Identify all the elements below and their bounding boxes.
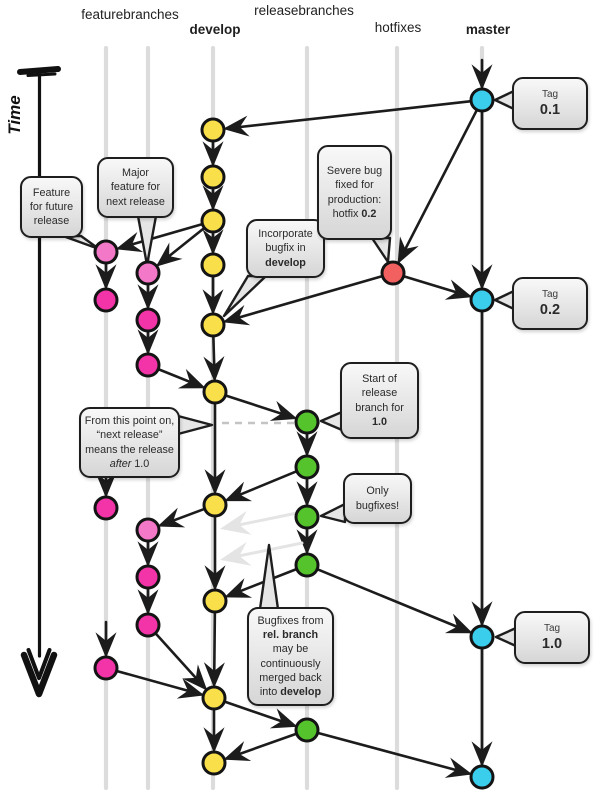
column-header-master — [423, 21, 553, 40]
callout-text: next release — [106, 195, 165, 208]
callout-text: Only — [366, 485, 389, 498]
callout-pointer-major-feature — [138, 216, 156, 265]
commit-node-H1 — [382, 262, 404, 284]
commit-node-F2f — [137, 614, 159, 636]
edge-302,512-to-224,528 — [224, 512, 302, 528]
callout-line — [540, 301, 560, 320]
callout-line — [96, 428, 162, 442]
commit-node-F1b — [95, 289, 117, 311]
callout-line — [362, 386, 397, 400]
callout-pointer-tag-1-0 — [496, 628, 516, 646]
callout-line — [544, 621, 560, 635]
callout-text: Feature — [32, 186, 71, 199]
edge-R4-to-M3 — [318, 570, 469, 632]
column-header-line: develop — [189, 22, 241, 37]
commit-node-F2e — [137, 566, 159, 588]
edge-D6-to-R1 — [226, 396, 294, 418]
callout-text: From this point on, — [84, 415, 175, 428]
edge-D3-to-F1a — [119, 224, 202, 248]
commit-node-F2d — [137, 519, 159, 541]
callout-text: 0.2 — [539, 302, 561, 319]
commit-node-R1 — [296, 411, 318, 433]
commit-node-M3 — [471, 626, 493, 648]
callout-line — [258, 227, 313, 241]
callout-line — [327, 164, 382, 178]
edge-R5-to-M4 — [319, 733, 469, 773]
callout-text: 0.2 — [361, 207, 377, 220]
callout-text: 0.1 — [539, 102, 561, 119]
edge-H1-to-M2 — [404, 276, 469, 296]
column-header-line: branches — [123, 7, 179, 22]
edge-F2c-to-D6 — [159, 369, 202, 386]
edge-M1-to-H1 — [399, 111, 476, 261]
commit-node-D7 — [204, 494, 226, 516]
callout-line — [34, 214, 69, 228]
callout-line — [30, 200, 73, 214]
commit-node-M1 — [471, 89, 493, 111]
commit-node-F1c — [95, 497, 117, 519]
edge-R5-to-D10 — [227, 734, 296, 758]
callout-text: develop — [280, 685, 322, 698]
edge-D5-to-D6 — [213, 337, 214, 379]
column-header-develop — [150, 21, 280, 40]
callout-line — [355, 401, 404, 415]
commit-node-D6 — [204, 381, 226, 403]
callout-text: merged back — [259, 671, 322, 684]
callout-line — [265, 241, 305, 255]
callout-text: release — [361, 387, 398, 400]
commit-node-F1a — [95, 241, 117, 263]
callout-line — [110, 457, 150, 471]
callout-text: Start of — [362, 373, 397, 386]
callout-text: Bugfixes from — [257, 615, 324, 628]
callout-line — [111, 180, 160, 194]
callout-line — [372, 415, 387, 429]
callout-line — [263, 628, 318, 642]
callout-text: into — [259, 685, 281, 698]
edge-M1-to-D1 — [226, 101, 470, 128]
callout-line — [260, 657, 320, 671]
commit-node-R3 — [296, 506, 318, 528]
callout-text: 1.0 — [131, 457, 150, 470]
callout-text: hotfix — [332, 207, 362, 220]
column-header-line: feature — [81, 7, 124, 22]
column-header-line: branches — [298, 3, 354, 18]
callout-only-bugfixes — [343, 473, 412, 524]
callout-line — [259, 671, 321, 685]
callout-line — [335, 178, 373, 192]
commit-node-R4 — [296, 554, 318, 576]
callout-tag-0-2 — [512, 277, 588, 330]
callout-text: bugfix in — [265, 242, 306, 255]
callout-pointer-only-bugfixes — [321, 504, 345, 522]
callout-bugfixes-merged — [247, 607, 334, 706]
column-header-line: release — [254, 3, 299, 18]
callout-major-feature — [97, 157, 174, 218]
callout-text: bugfixes! — [355, 499, 400, 512]
callout-text: 1.0 — [541, 636, 563, 653]
commit-node-F2b — [137, 309, 159, 331]
commit-node-F1d — [95, 657, 117, 679]
callout-text: 1.0 — [371, 415, 387, 428]
callout-pointer-from-this-point — [178, 416, 212, 434]
callout-line — [260, 685, 321, 699]
callout-line — [257, 614, 323, 628]
callout-text: rel. branch — [262, 629, 319, 642]
commit-node-D3 — [202, 210, 224, 232]
callout-severe-bug — [317, 145, 392, 240]
callout-text: “next release” — [96, 429, 163, 442]
callout-line — [85, 443, 174, 457]
callout-feature-future — [20, 176, 83, 238]
callout-text: after — [109, 457, 132, 470]
callout-line — [542, 87, 558, 101]
edge-302,543-to-224,559 — [224, 543, 302, 559]
edge-D8-to-D9 — [214, 613, 215, 685]
callout-from-this-point — [79, 407, 180, 478]
commit-node-D2 — [202, 166, 224, 188]
callout-tag-1-0 — [514, 611, 590, 664]
callout-text: Incorporate — [258, 228, 313, 241]
callout-text: continuously — [260, 657, 321, 670]
callout-text: may be — [272, 643, 309, 656]
commit-node-F2a — [137, 262, 159, 284]
callout-line — [542, 287, 558, 301]
callout-line — [85, 414, 174, 428]
callout-text: fixed for — [335, 179, 374, 192]
callout-line — [362, 372, 397, 386]
edge-F2f-to-D9 — [156, 634, 205, 688]
callout-text: Tag — [541, 89, 559, 101]
callout-text: develop — [265, 256, 306, 269]
callout-line — [122, 166, 149, 180]
callout-line — [366, 484, 388, 498]
commit-node-R5 — [296, 719, 318, 741]
callout-text: Major — [122, 167, 149, 180]
callout-line — [273, 642, 308, 656]
callout-line — [542, 635, 562, 654]
callout-text: Tag — [541, 289, 559, 301]
commit-node-D5 — [202, 314, 224, 336]
callout-text: branch for — [355, 401, 404, 414]
callout-pointer-start-release — [321, 412, 342, 430]
edge-F1d-to-D9 — [118, 671, 201, 694]
edge-R2-to-D7 — [227, 472, 295, 500]
callout-text: release — [33, 215, 70, 228]
column-header-line: hotfixes — [374, 20, 422, 35]
commit-node-D8 — [204, 590, 226, 612]
callout-text: means the release — [85, 443, 174, 456]
commit-node-D1 — [202, 119, 224, 141]
time-axis-arrow — [20, 69, 58, 694]
callout-start-release — [340, 362, 419, 439]
callout-tag-0-1 — [512, 77, 588, 130]
callout-line — [33, 186, 70, 200]
callout-incorporate-bugfix — [246, 219, 325, 278]
time-axis-label: Time — [5, 95, 24, 135]
callout-pointer-incorporate-bugfix — [224, 276, 266, 316]
commit-node-F2c — [137, 354, 159, 376]
callout-text: production: — [327, 193, 382, 206]
commit-node-D4 — [202, 254, 224, 276]
commit-node-D9 — [203, 687, 225, 709]
commit-node-M2 — [471, 289, 493, 311]
callout-text: feature for — [110, 181, 161, 194]
callout-text: Severe bug — [326, 165, 383, 178]
callout-line — [265, 256, 306, 270]
callout-line — [356, 499, 399, 513]
callout-text: for future — [29, 200, 74, 213]
column-header-line: master — [465, 22, 511, 37]
callout-text: Tag — [543, 623, 561, 635]
callout-line — [540, 101, 560, 120]
callout-line — [106, 195, 165, 209]
callout-pointer-severe-bug — [372, 238, 390, 262]
callout-line — [328, 193, 381, 207]
commit-node-M4 — [471, 766, 493, 788]
callout-line — [333, 207, 377, 221]
commit-node-R2 — [296, 456, 318, 478]
edge-D7-to-F2d — [161, 509, 204, 525]
commit-node-D10 — [203, 752, 225, 774]
